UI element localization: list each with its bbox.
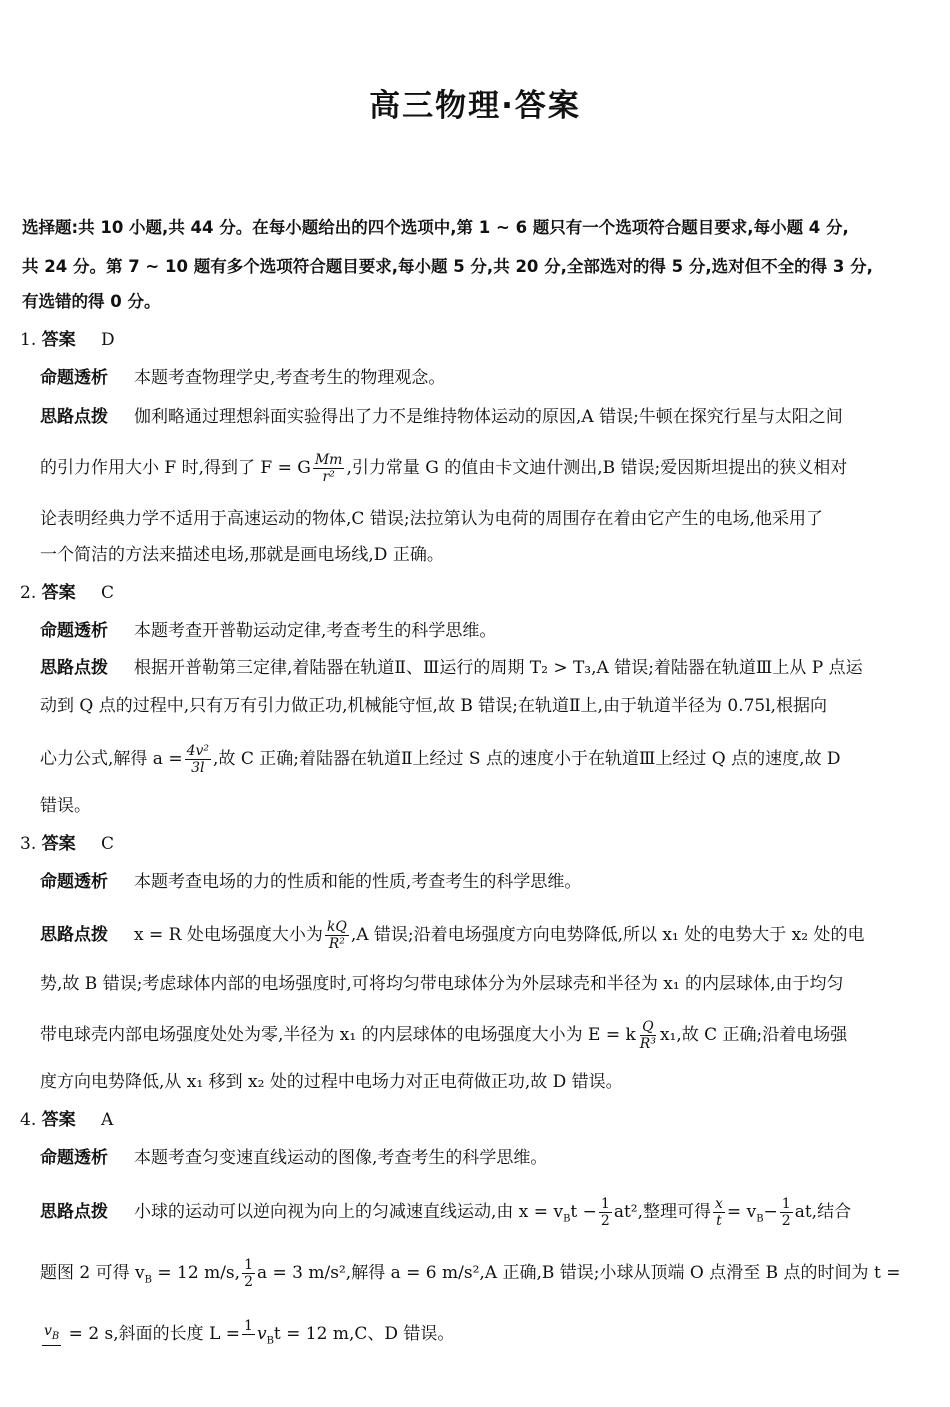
q2-thinking-line-4: 错误。 [40, 796, 91, 816]
intro-line-1: 选择题:共 10 小题,共 44 分。在每小题给出的四个选项中,第 1 ~ 6 题只有一个选项符合题目要求,每小题 4 分, [22, 218, 849, 237]
q1-thinking-line-1: 思路点拨 伽利略通过理想斜面实验得出了力不是维持物体运动的原因,A 错误;牛顿在探究行星与太阳之间 [40, 407, 843, 427]
intro-line-3: 有选错的得 0 分。 [22, 292, 161, 311]
q2-thinking-line-2: 动到 Q 点的过程中,只有万有引力做正功,机械能守恒,故 B 错误;在轨道Ⅱ上,由于轨道半径为 0.75l,根据向 [40, 696, 828, 716]
fraction: $\frac{1}{2}$ [600, 1196, 610, 1229]
fraction: $\frac{1}{2}$ [244, 1257, 253, 1290]
q4-analysis: 命题透析 本题考查匀变速直线运动的图像,考查考生的科学思维。 [40, 1148, 548, 1168]
q4-equation-line-3: $v_B$ = 2 s,斜面的长度 L = 1 $v_Bt = 12$ m,C、D 错误。 [40, 1318, 454, 1352]
q2-thinking-line-1: 思路点拨 根据开普勒第三定律,着陆器在轨道Ⅱ、Ⅲ运行的周期 T₂ > T₃,A 错误;着陆器在轨道Ⅲ上从 P 点运 [40, 658, 863, 678]
q1-thinking-line-4: 一个简洁的方法来描述电场,那就是画电场线,D 正确。 [40, 545, 444, 565]
q1-equation-line: 的引力作用大小 F 时,得到了 F = G $\frac{Mm}{\text{r²}}$ ,引力常量 G 的值由卡文迪什测出,B 错误;爱因斯坦提出的狭义相对 [40, 452, 848, 485]
q4-answer: 4. 答案 A [20, 1110, 114, 1130]
q3-equation-line-2: 带电球壳内部电场强度处处为零,半径为 x₁ 的内层球体的电场强度大小为 E = k $\frac{Q}{\text{R³}}$ x₁,故 C 正确;沿着电场强 [40, 1019, 848, 1052]
fraction: 1 [244, 1318, 253, 1334]
q3-thinking-line-4: 度方向电势降低,从 x₁ 移到 x₂ 处的过程中电场力对正电荷做正功,故 D 错误。 [40, 1072, 623, 1092]
fraction: $\frac{x}{t}$ [715, 1196, 723, 1229]
fraction: $\frac{kQ}{\text{R²}}$ [326, 919, 347, 952]
q1-thinking-line-3: 论表明经典力学不适用于高速运动的物体,C 错误;法拉第认为电荷的周围存在着由它产生的电场,他采用了 [40, 509, 823, 529]
intro-line-2: 共 24 分。第 7 ~ 10 题有多个选项符合题目要求,每小题 5 分,共 20 分,全部选对的得 5 分,选对但不全的得 3 分, [22, 257, 873, 276]
q3-thinking-line-2: 势,故 B 错误;考虑球体内部的电场强度时,可将均匀带电球体分为外层球壳和半径为 x₁ 的内层球体,由于均匀 [40, 974, 844, 994]
fraction: $\frac{Mm}{\text{r²}}$ [314, 452, 343, 485]
fraction: $\frac{\text{4v²}}{3l}$ [186, 743, 210, 776]
q4-equation-line-2: 题图 2 可得 $v_B = 12$ m/s, $\frac{1}{2}$ a = 3 m/s²,解得 a = 6 m/s²,A 正确,B 错误;小球从顶端 O 点滑至 B 点的时间为 t = [40, 1257, 901, 1290]
page-title: 高三物理·答案 [369, 88, 581, 124]
fraction: $\frac{Q}{\text{R³}}$ [639, 1019, 656, 1052]
q3-analysis: 命题透析 本题考查电场的力的性质和能的性质,考查考生的科学思维。 [40, 872, 582, 892]
q2-answer: 2. 答案 C [20, 583, 115, 603]
q3-equation-line-1: 思路点拨 x = R 处电场强度大小为 $\frac{kQ}{\text{R²}}$ ,A 错误;沿着电场强度方向电势降低,所以 x₁ 处的电势大于 x₂ 处的电 [40, 919, 865, 952]
fraction: $v_B$ [42, 1323, 61, 1346]
q1-analysis: 命题透析 本题考查物理学史,考查考生的物理观念。 [40, 368, 446, 388]
q2-analysis: 命题透析 本题考查开普勒运动定律,考查考生的科学思维。 [40, 621, 497, 641]
fraction: $\frac{1}{2}$ [781, 1196, 791, 1229]
q4-equation-line-1: 思路点拨 小球的运动可以逆向视为向上的匀减速直线运动,由 $x = v_Bt$ − $\frac{1}{2}$ at²,整理可得 $\frac{x}{t}$ = $v_B-$ $\frac{1}{2}$ at,结合 [40, 1196, 852, 1229]
q1-answer: 1. 答案 D [20, 330, 115, 350]
q2-equation-line: 心力公式,解得 a = $\frac{\text{4v²}}{3l}$ ,故 C 正确;着陆器在轨道Ⅱ上经过 S 点的速度小于在轨道Ⅲ上经过 Q 点的速度,故 D [40, 743, 841, 776]
q3-answer: 3. 答案 C [20, 834, 115, 854]
